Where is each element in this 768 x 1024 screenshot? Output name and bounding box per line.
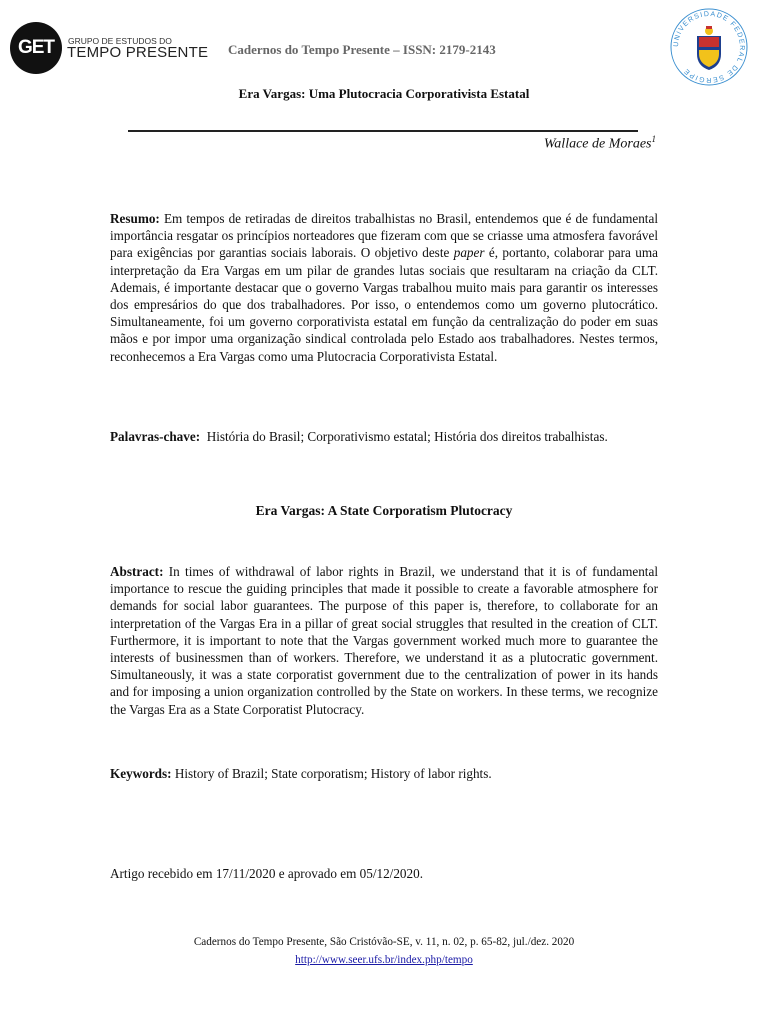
abstract-text: In times of withdrawal of labor rights in Brazil, we understand that it is of fundamental importance to rescue the guiding principles that made it possible to create a favorable atmosphere for demands for social labor guarantees. The purpose of this paper is, therefore, to collaborate for an interpretation of the Vargas Era in a pillar of great social struggles that resulted in the creation of CLT. Furthermore, it is important to note that the Vargas government worked much more to guarantee the interests of businessmen than of workers. Therefore, we understand it as a plutocratic government. Simultaneously, it was a state corporatist government due to the centralization of power in its hands and for imposing a union organization controlled by the State on workers. In these terms, we recognize the Vargas Era as a State Corporatist Plutocracy. bbox=[110, 564, 658, 717]
author-name-text: Wallace de Moraes bbox=[543, 136, 652, 152]
keywords-text: History of Brazil; State corporatism; History of labor rights. bbox=[171, 766, 492, 781]
resumo-text-a: Em tempos de retiradas de direitos trabalhistas no Brasil, entendemos que é de fundamental importância resgatar os princípios norteadores que fizeram com que se criasse uma atmosfera favorável para exigências por garantias sociais laborais. O objetivo deste bbox=[110, 211, 658, 261]
resumo-label: Resumo: bbox=[110, 211, 160, 226]
footer-citation: Cadernos do Tempo Presente, São Cristóvão-SE, v. 11, n. 02, p. 65-82, jul./dez. 2020 bbox=[193, 936, 575, 948]
keywords-paragraph bbox=[110, 765, 658, 782]
palavras-chave-paragraph bbox=[110, 428, 658, 445]
logo-big-text: TEMPO PRESENTE bbox=[67, 44, 209, 61]
author-footnote-marker[interactable]: 1 bbox=[651, 134, 656, 144]
author-name bbox=[544, 134, 656, 153]
article-title-en: Era Vargas: A State Corporatism Plutocracy bbox=[255, 503, 513, 518]
keywords-label: Keywords: bbox=[110, 766, 172, 781]
article-title-pt: Era Vargas: Uma Plutocracia Corporativista Estatal bbox=[238, 86, 530, 101]
get-logo-mark: GET bbox=[17, 37, 55, 58]
palavras-chave-text: História do Brasil; Corporativismo estatal; História dos direitos trabalhistas. bbox=[200, 429, 608, 444]
seal-ring-text: UNIVERSIDADE FEDERAL DE SERGIPE bbox=[672, 10, 746, 84]
resumo-paragraph bbox=[110, 210, 658, 365]
resumo-paper-word: paper bbox=[453, 245, 485, 261]
received-date: Artigo recebido em 17/11/2020 e aprovado em 05/12/2020. bbox=[110, 866, 424, 881]
get-logo bbox=[10, 22, 62, 74]
title-divider bbox=[128, 130, 638, 132]
palavras-chave-label: Palavras-chave: bbox=[110, 429, 201, 444]
resumo-text-b: é, portanto, colaborar para uma interpretação da Era Vargas em um pilar de grandes lutas sociais que resultaram na criação da CLT. Ademais, é importante destacar que o governo Vargas trabalhou muito mais para garantir os interesses dos empresários do que dos trabalhadores. Por isso, o entendemos como um governo plutocrático. Simultaneamente, foi um governo corporativista estatal em função da centralização do poder em suas mãos e por impor uma organização sindical controlada pelo Estado aos trabalhadores. Nestes termos, reconhecemos a Era Vargas como uma Plutocracia Corporativista Estatal. bbox=[110, 245, 658, 364]
university-seal bbox=[668, 6, 750, 88]
abstract-label: Abstract: bbox=[110, 564, 164, 579]
logo-small-text: GRUPO DE ESTUDOS DO bbox=[68, 36, 172, 46]
journal-url-link[interactable]: http://www.seer.ufs.br/index.php/tempo bbox=[295, 954, 473, 966]
footer-url-wrap bbox=[0, 950, 768, 968]
journal-issn: Cadernos do Tempo Presente – ISSN: 2179-2143 bbox=[228, 42, 496, 57]
abstract-paragraph bbox=[110, 563, 658, 718]
